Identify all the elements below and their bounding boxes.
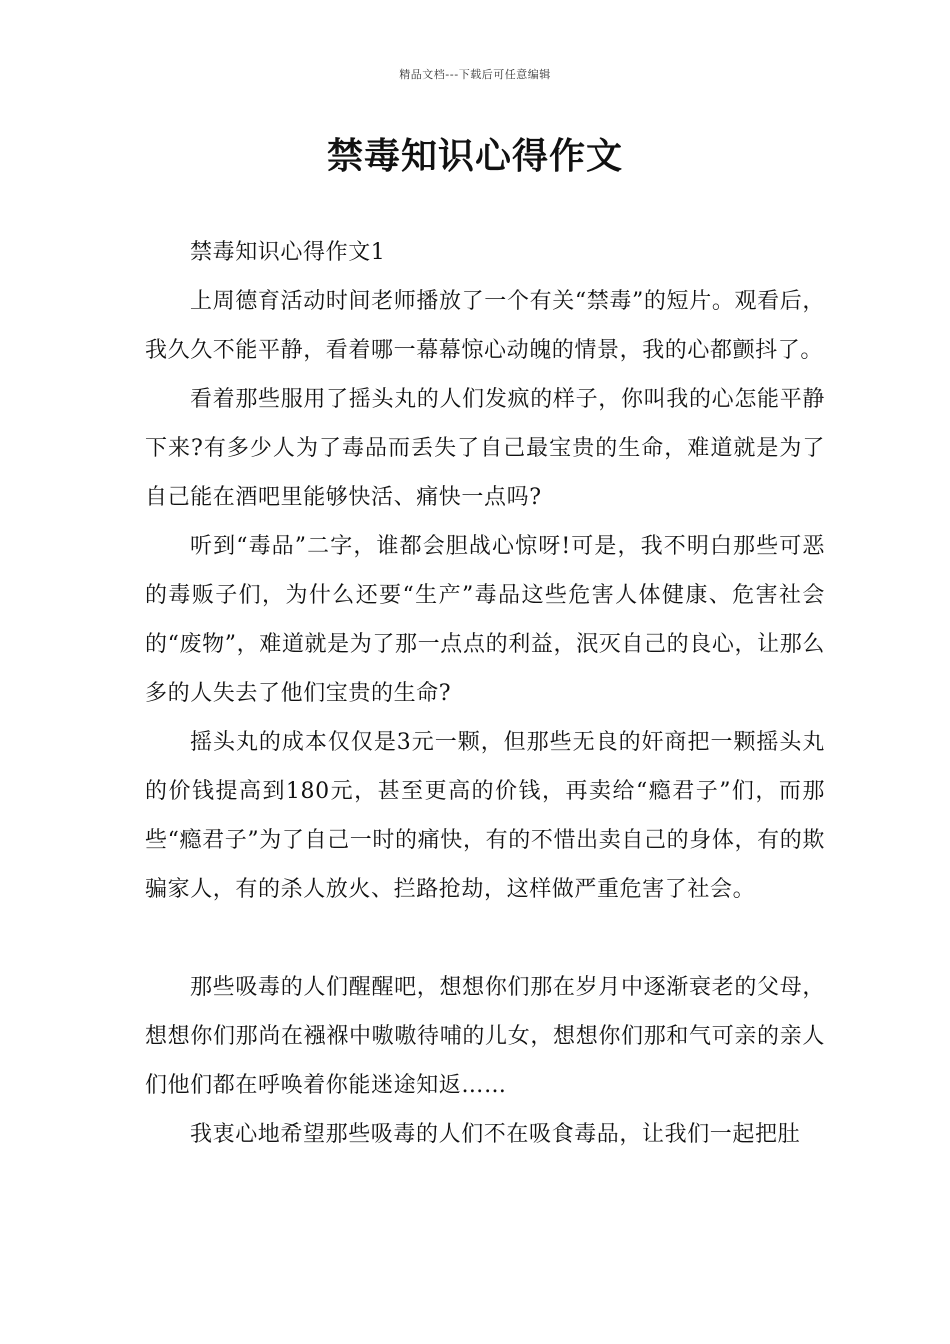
paragraph-4: 摇头丸的成本仅仅是3元一颗，但那些无良的奸商把一颗摇头丸的价钱提高到180元，甚至更高的价钱，再卖给“瘾君子”们，而那些“瘾君子”为了自己一时的痛快，有的不惜出卖自己的身体，有的欺骗家人，有的杀人放火、拦路抢劫，这样做严重危害了社会。 (145, 730, 825, 902)
paragraph-2: 看着那些服用了摇头丸的人们发疯的样子，你叫我的心怎能平静下来?有多少人为了毒品而丢失了自己最宝贵的生命，难道就是为了自己能在酒吧里能够快活、痛快一点吗? (145, 387, 825, 510)
section-subheading: 禁毒知识心得作文1 (190, 240, 386, 265)
paragraph-1: 上周德育活动时间老师播放了一个有关“禁毒”的短片。观看后，我久久不能平静，看着哪一幕幕惊心动魄的情景，我的心都颤抖了。 (145, 289, 825, 363)
document-title: 禁毒知识心得作文 (326, 136, 623, 177)
paragraph-spacer (145, 914, 825, 963)
paragraph-6: 我衷心地希望那些吸毒的人们不在吸食毒品，让我们一起把肚 (190, 1122, 801, 1147)
paragraph-3: 听到“毒品”二字，谁都会胆战心惊呀!可是，我不明白那些可恶的毒贩子们，为什么还要“生产”毒品这些危害人体健康、危害社会的“废物”，难道就是为了那一点点的利益，泯灭自己的良心，让那么多的人失去了他们宝贵的生命? (145, 534, 825, 706)
header-note: 精品文档---下载后可任意编辑 (399, 68, 551, 81)
paragraph-5: 那些吸毒的人们醒醒吧，想想你们那在岁月中逐渐衰老的父母，想想你们那尚在襁褓中嗷嗷待哺的儿女，想想你们那和气可亲的亲人们他们都在呼唤着你能迷途知返…… (145, 975, 825, 1098)
document-body (145, 228, 825, 1159)
